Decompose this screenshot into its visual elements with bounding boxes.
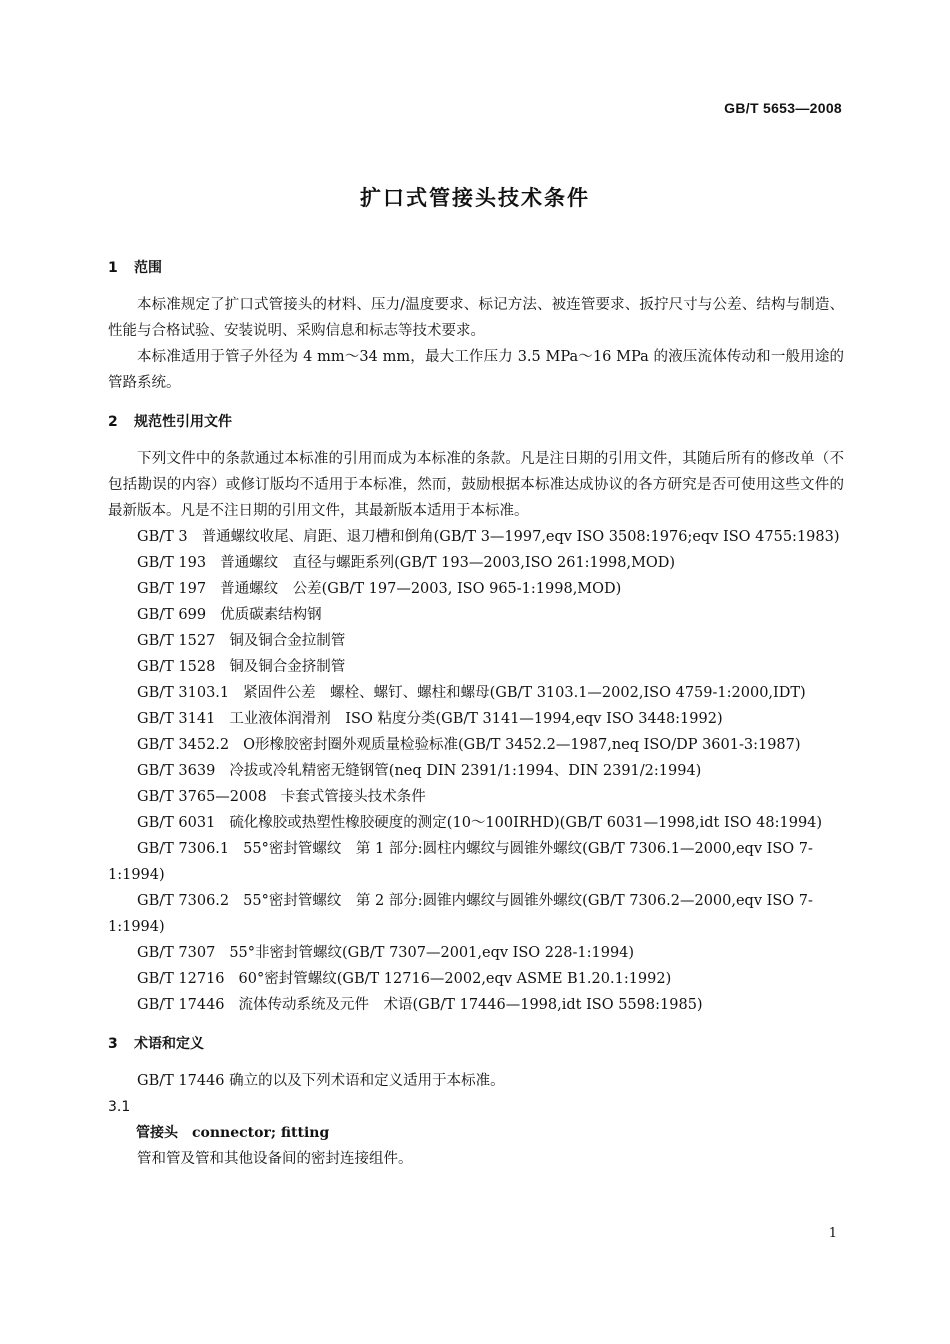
reference-text: 卡套式管接头技术条件 [280, 789, 426, 805]
reference-code: GB/T 7306.1 [137, 841, 230, 857]
term-english: connector; fitting [192, 1125, 330, 1141]
section-title: 范围 [134, 260, 162, 276]
reference-code: GB/T 7306.2 [137, 893, 230, 909]
reference-text: 铜及铜合金拉制管 [229, 633, 346, 649]
document-body [108, 256, 844, 1172]
reference-text: 60°密封管螺纹(GB/T 12716—2002,eqv ASME B1.20.1:1992) [238, 971, 672, 987]
reference-list [108, 524, 844, 1018]
reference-code: GB/T 3141 [137, 711, 216, 727]
reference-code: GB/T 1528 [137, 659, 216, 675]
section-number: 3 [108, 1036, 118, 1052]
paragraph: GB/T 17446 确立的以及下列术语和定义适用于本标准。 [137, 1073, 505, 1089]
section-title: 规范性引用文件 [134, 414, 232, 430]
reference-code: GB/T 3765—2008 [137, 789, 267, 805]
reference-item [108, 940, 844, 966]
reference-item [108, 888, 844, 940]
term-definition: 管和管及管和其他设备间的密封连接组件。 [137, 1151, 413, 1167]
reference-item [108, 680, 844, 706]
reference-text: 紧固件公差 螺栓、螺钉、螺柱和螺母(GB/T 3103.1—2002,ISO 4759-1:2000,IDT) [243, 685, 806, 701]
reference-code: GB/T 197 [137, 581, 207, 597]
reference-code: GB/T 6031 [137, 815, 216, 831]
reference-text: 55°非密封管螺纹(GB/T 7307—2001,eqv ISO 228-1:1994) [229, 945, 635, 961]
section-number: 2 [108, 414, 118, 430]
reference-item [108, 758, 844, 784]
reference-item [108, 732, 844, 758]
reference-text: 55°密封管螺纹 第 1 部分:圆柱内螺纹与圆锥外螺纹(GB/T 7306.1—2000,eqv ISO 7-1:1994) [108, 841, 813, 883]
reference-code: GB/T 3103.1 [137, 685, 230, 701]
reference-item [108, 784, 844, 810]
reference-code: GB/T 3639 [137, 763, 216, 779]
reference-text: 流体传动系统及元件 术语(GB/T 17446—1998,idt ISO 5598:1985) [238, 997, 703, 1013]
subsection-number: 3.1 [108, 1099, 131, 1115]
reference-code: GB/T 17446 [137, 997, 225, 1013]
section-3-heading [108, 1032, 844, 1056]
reference-text: 工业液体润滑剂 ISO 粘度分类(GB/T 3141—1994,eqv ISO 3448:1992) [229, 711, 723, 727]
document-code: GB/T 5653—2008 [724, 100, 842, 116]
paragraph: 下列文件中的条款通过本标准的引用而成为本标准的条款。凡是注日期的引用文件，其随后所有的修改单（不包括勘误的内容）或修订版均不适用于本标准，然而，鼓励根据本标准达成协议的各方研究是否可使用这些文件的最新版本。凡是不注日期的引用文件，其最新版本适用于本标准。 [108, 451, 844, 519]
section-1-heading [108, 256, 844, 280]
paragraph: 本标准适用于管子外径为 4 mm～34 mm，最大工作压力 3.5 MPa～16 MPa 的液压流体传动和一般用途的管路系统。 [108, 349, 844, 391]
reference-item [108, 836, 844, 888]
reference-code: GB/T 193 [137, 555, 207, 571]
reference-text: 硫化橡胶或热塑性橡胶硬度的测定(10～100IRHD)(GB/T 6031—1998,idt ISO 48:1994) [229, 815, 823, 831]
reference-text: 冷拔或冷轧精密无缝钢管(neq DIN 2391/1:1994、DIN 2391/2:1994) [229, 763, 702, 779]
reference-item [108, 602, 844, 628]
reference-item [108, 810, 844, 836]
section-2-heading [108, 410, 844, 434]
term-chinese: 管接头 [136, 1125, 178, 1141]
page-number: 1 [828, 1226, 837, 1241]
reference-text: 铜及铜合金挤制管 [229, 659, 346, 675]
reference-code: GB/T 12716 [137, 971, 225, 987]
reference-text: 优质碳素结构钢 [220, 607, 322, 623]
section-number: 1 [108, 260, 118, 276]
term-entry [108, 1120, 844, 1146]
reference-item [108, 576, 844, 602]
reference-text: O形橡胶密封圈外观质量检验标准(GB/T 3452.2—1987,neq ISO/DP 3601-3:1987) [243, 737, 801, 753]
reference-item [108, 706, 844, 732]
reference-item [108, 524, 844, 550]
reference-code: GB/T 3 [137, 529, 188, 545]
reference-text: 普通螺纹收尾、肩距、退刀槽和倒角(GB/T 3—1997,eqv ISO 3508:1976;eqv ISO 4755:1983) [201, 529, 840, 545]
reference-code: GB/T 3452.2 [137, 737, 230, 753]
paragraph: 本标准规定了扩口式管接头的材料、压力/温度要求、标记方法、被连管要求、扳拧尺寸与公差、结构与制造、性能与合格试验、安装说明、采购信息和标志等技术要求。 [108, 297, 844, 339]
reference-code: GB/T 7307 [137, 945, 216, 961]
section-title: 术语和定义 [134, 1036, 204, 1052]
reference-text: 普通螺纹 直径与螺距系列(GB/T 193—2003,ISO 261:1998,MOD) [220, 555, 676, 571]
reference-item [108, 550, 844, 576]
reference-item [108, 966, 844, 992]
reference-code: GB/T 1527 [137, 633, 216, 649]
reference-item [108, 628, 844, 654]
reference-item [108, 654, 844, 680]
reference-item [108, 992, 844, 1018]
document-title: 扩口式管接头技术条件 [360, 186, 590, 210]
reference-text: 普通螺纹 公差(GB/T 197—2003, ISO 965-1:1998,MOD) [220, 581, 622, 597]
reference-code: GB/T 699 [137, 607, 207, 623]
reference-text: 55°密封管螺纹 第 2 部分:圆锥内螺纹与圆锥外螺纹(GB/T 7306.2—2000,eqv ISO 7-1:1994) [108, 893, 813, 935]
